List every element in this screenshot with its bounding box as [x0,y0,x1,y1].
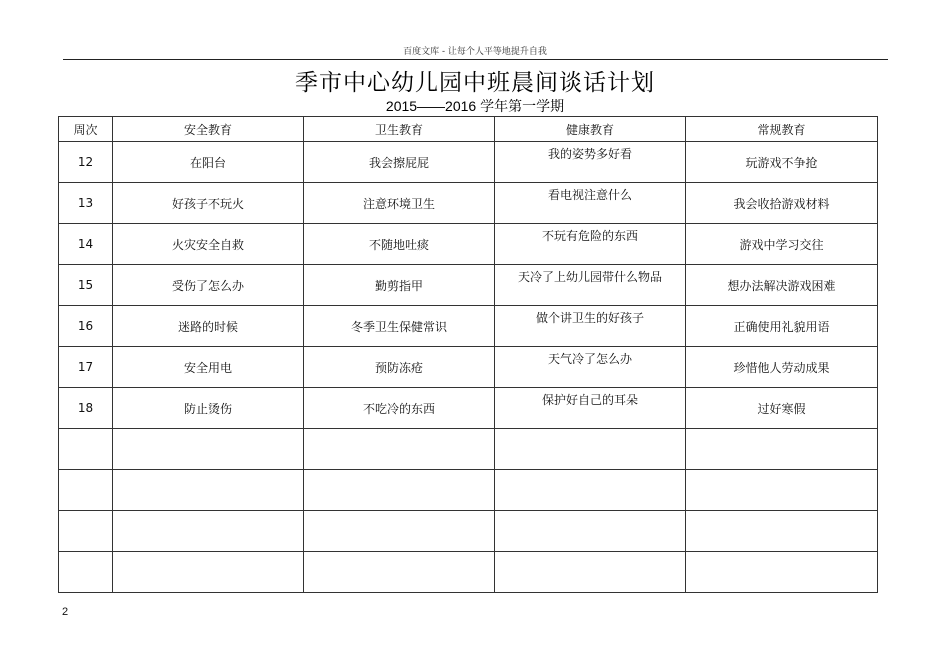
hygiene-topic-cell: 不随地吐痰 [304,224,495,265]
hygiene-topic-cell [304,429,495,470]
health-topic-cell [495,388,686,429]
week-cell [59,552,113,593]
health-topic-cell [495,306,686,347]
table-row [59,224,878,265]
health-topic-text: 做个讲卫生的好孩子 [535,310,644,325]
column-header-safety: 安全教育 [113,117,304,142]
hygiene-topic-cell: 勤剪指甲 [304,265,495,306]
health-topic-cell [495,511,686,552]
table-row [59,388,878,429]
routine-topic-cell [686,470,878,511]
header-tagline: 百度文库 - 让每个人平等地提升自我 [403,47,547,57]
page-number: 2 [62,606,69,618]
week-cell [59,429,113,470]
column-header-health: 健康教育 [495,117,686,142]
health-topic-cell [495,224,686,265]
health-topic-cell [495,470,686,511]
week-cell: 18 [59,388,113,429]
safety-topic-cell [113,552,304,593]
routine-topic-cell [686,429,878,470]
table-row [59,347,878,388]
safety-topic-cell [113,429,304,470]
hygiene-topic-cell: 我会擦屁屁 [304,142,495,183]
routine-topic-cell: 正确使用礼貌用语 [686,306,878,347]
health-topic-text: 天气冷了怎么办 [547,351,632,366]
week-cell [59,511,113,552]
table-row [59,470,878,511]
header-divider [63,59,888,60]
hygiene-topic-cell: 不吃冷的东西 [304,388,495,429]
table-header-row [59,117,878,142]
week-cell [59,470,113,511]
column-header-hygiene: 卫生教育 [304,117,495,142]
health-topic-text: 不玩有危险的东西 [541,228,638,243]
safety-topic-cell: 在阳台 [113,142,304,183]
plan-table [58,116,878,593]
hygiene-topic-cell [304,470,495,511]
document-title: 季市中心幼儿园中班晨间谈话计划 [295,70,655,96]
routine-topic-cell: 我会收拾游戏材料 [686,183,878,224]
routine-topic-cell: 珍惜他人劳动成果 [686,347,878,388]
safety-topic-cell [113,470,304,511]
table-row [59,306,878,347]
week-cell: 16 [59,306,113,347]
week-cell: 14 [59,224,113,265]
week-cell: 12 [59,142,113,183]
health-topic-cell [495,347,686,388]
health-topic-cell [495,142,686,183]
table-row [59,429,878,470]
health-topic-text: 我的姿势多好看 [547,146,632,161]
health-topic-cell [495,265,686,306]
hygiene-topic-cell: 注意环境卫生 [304,183,495,224]
safety-topic-cell: 好孩子不玩火 [113,183,304,224]
health-topic-text: 看电视注意什么 [547,187,632,202]
document-subtitle: 2015——2016 学年第一学期 [385,98,565,114]
health-topic-cell [495,552,686,593]
safety-topic-cell: 受伤了怎么办 [113,265,304,306]
health-topic-cell [495,429,686,470]
table-row [59,265,878,306]
hygiene-topic-cell: 冬季卫生保健常识 [304,306,495,347]
week-cell: 13 [59,183,113,224]
routine-topic-cell: 想办法解决游戏困难 [686,265,878,306]
hygiene-topic-cell: 预防冻疮 [304,347,495,388]
safety-topic-cell: 防止烫伤 [113,388,304,429]
hygiene-topic-cell [304,552,495,593]
table-row [59,183,878,224]
table-row [59,142,878,183]
table-row [59,552,878,593]
routine-topic-cell [686,552,878,593]
column-header-week: 周次 [59,117,113,142]
health-topic-text: 保护好自己的耳朵 [541,392,638,407]
column-header-routine: 常规教育 [686,117,878,142]
hygiene-topic-cell [304,511,495,552]
safety-topic-cell: 安全用电 [113,347,304,388]
health-topic-text: 天冷了上幼儿园带什么物品 [517,269,662,284]
week-cell: 15 [59,265,113,306]
safety-topic-cell [113,511,304,552]
health-topic-cell [495,183,686,224]
safety-topic-cell: 迷路的时候 [113,306,304,347]
routine-topic-cell: 游戏中学习交往 [686,224,878,265]
table-row [59,511,878,552]
routine-topic-cell: 玩游戏不争抢 [686,142,878,183]
routine-topic-cell [686,511,878,552]
routine-topic-cell: 过好寒假 [686,388,878,429]
week-cell: 17 [59,347,113,388]
safety-topic-cell: 火灾安全自救 [113,224,304,265]
